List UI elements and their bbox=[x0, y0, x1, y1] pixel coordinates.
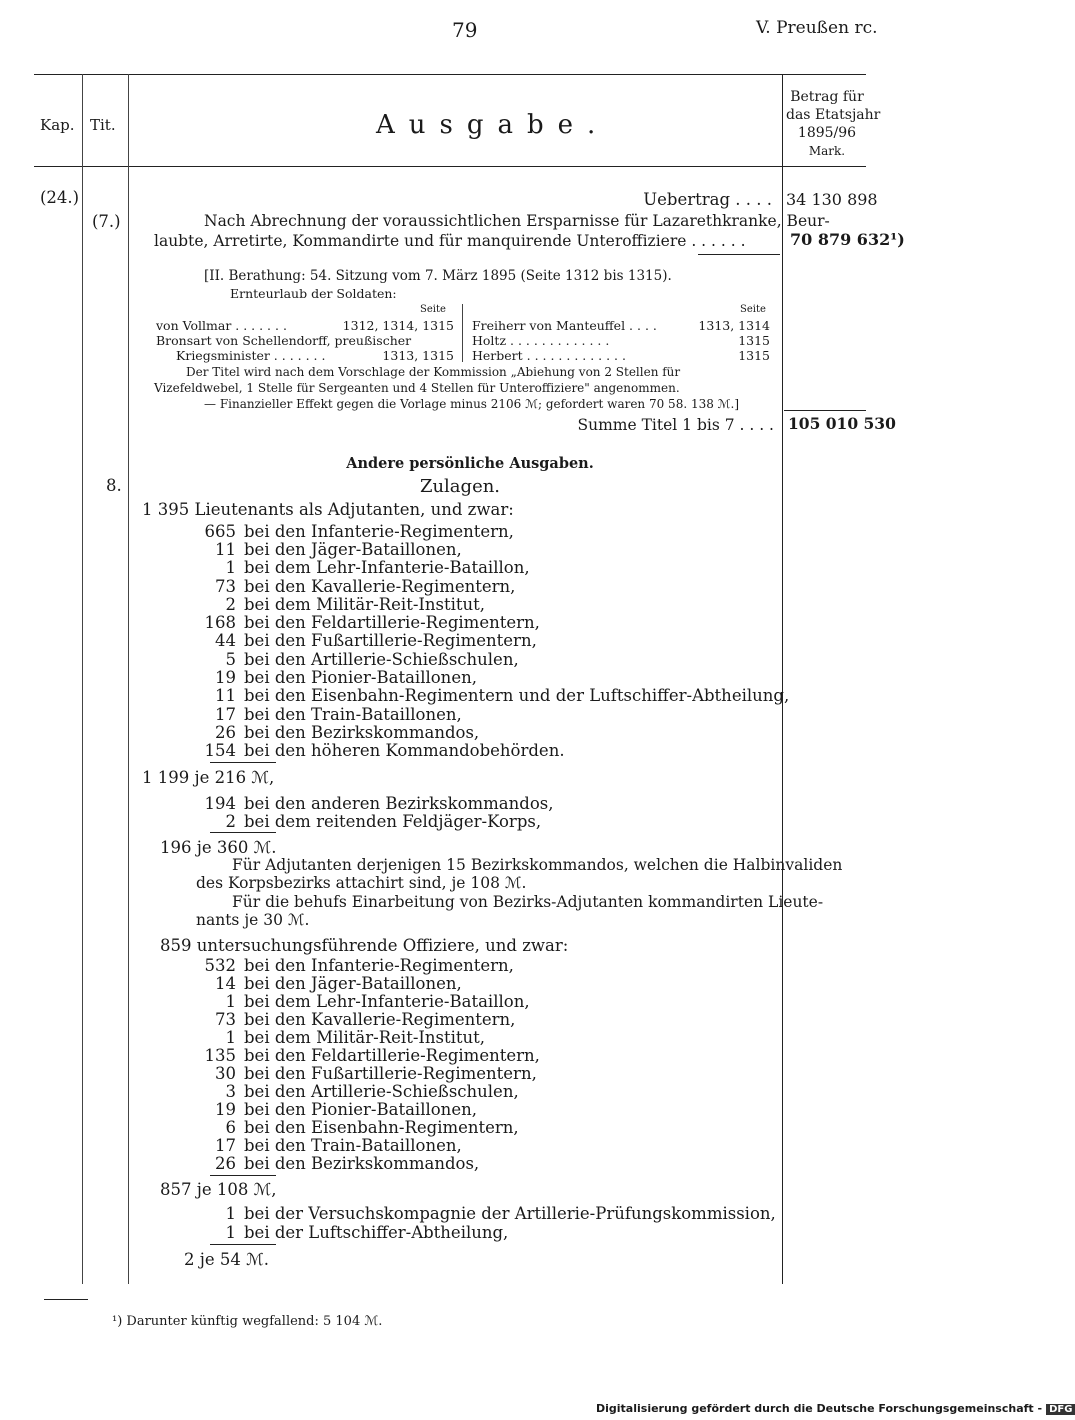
amount-header bbox=[786, 88, 881, 160]
row-count: 73 bbox=[215, 577, 236, 596]
row-count: 11 bbox=[215, 540, 236, 559]
row-text: bei den Eisenbahn-Regimentern und der Luftschiffer-Abtheilung, bbox=[244, 686, 790, 705]
dfg-logo: DFG bbox=[1046, 1404, 1075, 1415]
row-count: 5 bbox=[225, 650, 236, 669]
amount-divider bbox=[782, 74, 783, 1284]
sum-count: 2 bbox=[184, 1250, 195, 1269]
group-3-row bbox=[176, 1154, 479, 1173]
kap-header: Kap. bbox=[40, 116, 75, 134]
debate-left-1 bbox=[156, 318, 454, 333]
carry-text-2: laubte, Arretirte, Kommandirte und für manquirende Unteroffiziere . . . . . . bbox=[154, 232, 746, 250]
sum-count: 857 bbox=[160, 1180, 192, 1199]
group-2-row bbox=[176, 794, 553, 813]
summe-label: Summe Titel 1 bis 7 . . . . bbox=[577, 416, 774, 434]
debate-right-name: Herbert . . . . . . . . . . . . . bbox=[472, 348, 626, 363]
sum-4-row bbox=[184, 1250, 269, 1269]
row-count: 26 bbox=[215, 723, 236, 742]
credit-text: Digitalisierung gefördert durch die Deutsche Forschungsgemeinschaft - bbox=[596, 1402, 1043, 1415]
group-3-row bbox=[176, 1010, 515, 1029]
section-2-lead bbox=[160, 936, 568, 955]
row-count: 30 bbox=[215, 1064, 236, 1083]
row-count: 1 bbox=[225, 558, 236, 577]
row-text: bei den Kavallerie-Regimentern, bbox=[244, 1010, 516, 1029]
group-3-row bbox=[176, 1028, 485, 1047]
row-count: 1 bbox=[225, 1028, 236, 1047]
sum-text: je 216 ℳ, bbox=[194, 768, 275, 787]
carry-text-1: Nach Abrechnung der voraussichtlichen Ersparnisse für Lazarethkranke, Beur- bbox=[204, 212, 830, 230]
group-1-row bbox=[176, 668, 477, 687]
group-3-row bbox=[176, 1046, 540, 1065]
sum-text: je 54 ℳ. bbox=[199, 1250, 270, 1269]
group-3-sum-rule bbox=[210, 1175, 276, 1176]
section-lead bbox=[142, 500, 514, 519]
debate-left-name: von Vollmar . . . . . . . bbox=[156, 318, 287, 333]
row-text: bei den Artillerie-Schießschulen, bbox=[244, 650, 519, 669]
row-count: 17 bbox=[215, 705, 236, 724]
row-text: bei den Artillerie-Schießschulen, bbox=[244, 1082, 519, 1101]
debate-seite-left: Seite bbox=[420, 304, 446, 315]
group-1-row bbox=[176, 723, 479, 742]
row-count: 73 bbox=[215, 1010, 236, 1029]
debate-line-4: Vizefeldwebel, 1 Stelle für Sergeanten und 4 Stellen für Unteroffiziere" angenommen. bbox=[154, 381, 680, 395]
table-title: Ausgabe. bbox=[376, 110, 610, 140]
group-1-row bbox=[176, 705, 462, 724]
group-3-row bbox=[176, 1100, 477, 1119]
row-count: 154 bbox=[204, 741, 236, 760]
group-3-row bbox=[176, 1136, 462, 1155]
header-rule bbox=[34, 166, 866, 167]
row-text: bei den Jäger-Bataillonen, bbox=[244, 974, 462, 993]
section-tit: 8. bbox=[106, 476, 122, 495]
debate-right-pages: 1315 bbox=[738, 333, 770, 348]
digitization-credit bbox=[596, 1402, 1075, 1415]
group-3-row bbox=[176, 1082, 519, 1101]
debate-right-pages: 1313, 1314 bbox=[698, 318, 770, 333]
row-text: bei den Fußartillerie-Regimentern, bbox=[244, 1064, 537, 1083]
summe-amount: 105 010 530 bbox=[788, 414, 896, 433]
row-count: 44 bbox=[215, 631, 236, 650]
row-count: 19 bbox=[215, 668, 236, 687]
running-head: V. Preußen rc. bbox=[756, 18, 878, 38]
section-2-text: untersuchungsführende Offiziere, und zwar: bbox=[196, 936, 569, 955]
footnote-rule bbox=[44, 1299, 88, 1300]
row-count: 135 bbox=[204, 1046, 236, 1065]
row-text: bei dem Militär-Reit-Institut, bbox=[244, 595, 486, 614]
debate-seite-right: Seite bbox=[740, 304, 766, 315]
debate-right-1 bbox=[472, 318, 770, 333]
amount-header-line-2: das Etatsjahr bbox=[786, 107, 881, 123]
sum-count: 1 199 bbox=[142, 768, 190, 787]
carry-amount-1: 34 130 898 bbox=[786, 190, 878, 209]
row-text: bei den höheren Kommandobehörden. bbox=[244, 741, 565, 760]
debate-line-5: — Finanzieller Effekt gegen die Vorlage minus 2106 ℳ; gefordert waren 70 58. 138 ℳ.] bbox=[204, 397, 740, 411]
row-text: bei den Kavallerie-Regimentern, bbox=[244, 577, 516, 596]
tit-header: Tit. bbox=[90, 116, 116, 134]
sum-3-row bbox=[160, 1180, 277, 1199]
row-count: 11 bbox=[215, 686, 236, 705]
row-text: bei dem Lehr-Infanterie-Bataillon, bbox=[244, 558, 530, 577]
section-title: Andere persönliche Ausgaben. bbox=[346, 455, 594, 472]
row-text: bei den Feldartillerie-Regimentern, bbox=[244, 1046, 540, 1065]
group-1-row bbox=[176, 686, 789, 705]
row-text: bei der Versuchskompagnie der Artillerie-Prüfungskommission, bbox=[244, 1204, 776, 1223]
para-1-line-2: des Korpsbezirks attachirt sind, je 108 ℳ. bbox=[196, 874, 527, 892]
row-count: 6 bbox=[225, 1118, 236, 1137]
debate-right-pages: 1315 bbox=[738, 348, 770, 363]
carry-tit: (7.) bbox=[92, 212, 121, 231]
row-count: 26 bbox=[215, 1154, 236, 1173]
group-3-row bbox=[176, 1118, 519, 1137]
group-3-row bbox=[176, 1064, 537, 1083]
group-1-row bbox=[176, 540, 462, 559]
carry-underline bbox=[698, 254, 780, 255]
carry-amount-2: 70 879 632¹) bbox=[790, 230, 905, 249]
debate-line-1: [II. Berathung: 54. Sitzung vom 7. März 1895 (Seite 1312 bis 1315). bbox=[204, 268, 672, 284]
row-count: 19 bbox=[215, 1100, 236, 1119]
group-1-row bbox=[176, 522, 514, 541]
debate-left-pages: 1312, 1314, 1315 bbox=[342, 318, 454, 333]
row-count: 665 bbox=[204, 522, 236, 541]
tit-divider bbox=[128, 74, 129, 1284]
row-text: bei den Fußartillerie-Regimentern, bbox=[244, 631, 537, 650]
row-text: bei den Train-Bataillonen, bbox=[244, 1136, 462, 1155]
top-rule bbox=[34, 74, 866, 75]
carry-label: Uebertrag . . . . bbox=[643, 190, 772, 209]
para-2-line-1: Für die behufs Einarbeitung von Bezirks-Adjutanten kommandirten Lieute- bbox=[232, 893, 824, 911]
section-2-count: 859 bbox=[160, 936, 192, 955]
row-count: 194 bbox=[204, 794, 236, 813]
summe-top-rule bbox=[784, 410, 866, 411]
row-text: bei dem reitenden Feldjäger-Korps, bbox=[244, 812, 542, 831]
section-lead-number: 1 395 bbox=[142, 500, 190, 519]
group-1-row bbox=[176, 650, 519, 669]
debate-right-name: Holtz . . . . . . . . . . . . . bbox=[472, 333, 610, 348]
row-text: bei den Bezirkskommandos, bbox=[244, 1154, 480, 1173]
row-count: 2 bbox=[225, 812, 236, 831]
debate-right-2 bbox=[472, 333, 770, 348]
sum-text: je 108 ℳ, bbox=[196, 1180, 277, 1199]
row-text: bei den Infanterie-Regimentern, bbox=[244, 522, 514, 541]
debate-left-2 bbox=[156, 333, 454, 348]
group-3-row bbox=[176, 956, 514, 975]
row-text: bei dem Lehr-Infanterie-Bataillon, bbox=[244, 992, 530, 1011]
group-1-row bbox=[176, 631, 537, 650]
sum-2-row bbox=[160, 838, 277, 857]
sum-1-row bbox=[142, 768, 274, 787]
row-count: 2 bbox=[225, 595, 236, 614]
footnote: ¹) Darunter künftig wegfallend: 5 104 ℳ. bbox=[112, 1314, 383, 1329]
group-4-row bbox=[176, 1223, 508, 1242]
row-text: bei den Feldartillerie-Regimentern, bbox=[244, 613, 540, 632]
sum-count: 196 bbox=[160, 838, 192, 857]
row-text: bei den anderen Bezirkskommandos, bbox=[244, 794, 554, 813]
row-count: 14 bbox=[215, 974, 236, 993]
row-text: bei den Train-Bataillonen, bbox=[244, 705, 462, 724]
row-count: 3 bbox=[225, 1082, 236, 1101]
page-number: 79 bbox=[452, 18, 478, 42]
row-text: bei den Infanterie-Regimentern, bbox=[244, 956, 514, 975]
group-1-row bbox=[176, 595, 485, 614]
group-1-row bbox=[176, 577, 515, 596]
row-text: bei den Jäger-Bataillonen, bbox=[244, 540, 462, 559]
group-1-row bbox=[176, 741, 565, 760]
group-3-row bbox=[176, 974, 462, 993]
para-1-line-1: Für Adjutanten derjenigen 15 Bezirkskommandos, welchen die Halbinvaliden bbox=[232, 856, 843, 874]
group-1-row bbox=[176, 558, 530, 577]
debate-right-3 bbox=[472, 348, 770, 363]
debate-line-2: Ernteurlaub der Soldaten: bbox=[230, 286, 397, 301]
debate-left-name: Kriegsminister . . . . . . . bbox=[176, 348, 326, 363]
group-4-sum-rule bbox=[210, 1244, 276, 1245]
group-2-row bbox=[176, 812, 541, 831]
kap-divider bbox=[82, 74, 83, 1284]
amount-header-line-4: Mark. bbox=[808, 144, 846, 158]
debate-divider bbox=[462, 304, 463, 362]
row-count: 1 bbox=[225, 1223, 236, 1242]
amount-header-line-1: Betrag für bbox=[790, 89, 864, 105]
group-1-sum-rule bbox=[210, 762, 276, 763]
row-count: 1 bbox=[225, 1204, 236, 1223]
debate-right-name: Freiherr von Manteuffel . . . . bbox=[472, 318, 657, 333]
section-lead-text: Lieutenants als Adjutanten, und zwar: bbox=[194, 500, 514, 519]
row-text: bei den Bezirkskommandos, bbox=[244, 723, 480, 742]
para-2-line-2: nants je 30 ℳ. bbox=[196, 911, 310, 929]
debate-left-3 bbox=[176, 348, 454, 363]
sum-text: je 360 ℳ. bbox=[196, 838, 277, 857]
row-count: 1 bbox=[225, 992, 236, 1011]
carry-kap: (24.) bbox=[40, 188, 80, 207]
group-2-sum-rule bbox=[210, 832, 276, 833]
row-text: bei der Luftschiffer-Abtheilung, bbox=[244, 1223, 509, 1242]
group-4-row bbox=[176, 1204, 776, 1223]
group-3-row bbox=[176, 992, 530, 1011]
row-text: bei den Pionier-Bataillonen, bbox=[244, 668, 477, 687]
group-1-row bbox=[176, 613, 540, 632]
row-text: bei den Eisenbahn-Regimentern, bbox=[244, 1118, 519, 1137]
amount-header-line-3: 1895/96 bbox=[797, 125, 857, 141]
section-subtitle: Zulagen. bbox=[419, 476, 501, 497]
debate-line-3: Der Titel wird nach dem Vorschlage der Kommission „Abiehung von 2 Stellen für bbox=[186, 365, 681, 379]
row-count: 532 bbox=[204, 956, 236, 975]
row-text: bei dem Militär-Reit-Institut, bbox=[244, 1028, 486, 1047]
row-count: 168 bbox=[204, 613, 236, 632]
debate-left-pages: 1313, 1315 bbox=[382, 348, 454, 363]
row-count: 17 bbox=[215, 1136, 236, 1155]
debate-left-name: Bronsart von Schellendorff, preußischer bbox=[156, 333, 412, 348]
row-text: bei den Pionier-Bataillonen, bbox=[244, 1100, 477, 1119]
